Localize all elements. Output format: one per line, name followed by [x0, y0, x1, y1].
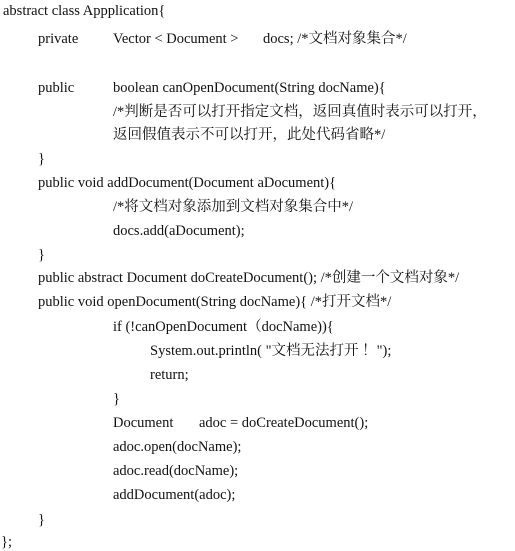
code-text: public void openDocument(String docName){ /*打开文档*/: [38, 294, 392, 310]
code-comment: 返回假值表示不可以打开，此处代码省略*/: [113, 127, 386, 143]
code-text: }: [38, 512, 45, 528]
code-text: adoc = doCreateDocument();: [199, 415, 369, 431]
code-text: if (!canOpenDocument（docName)){: [113, 319, 334, 335]
code-comment: /*判断是否可以打开指定文档，返回真值时表示可以打开，: [113, 104, 487, 120]
code-text: };: [1, 534, 12, 550]
code-text: addDocument(adoc);: [113, 487, 236, 503]
code-text: System.out.println( "文档无法打开 ！");: [150, 343, 392, 359]
code-type: Vector < Document >: [113, 31, 239, 47]
code-type: Document: [113, 415, 174, 431]
code-text: public void addDocument(Document aDocument){: [38, 175, 337, 191]
code-text: adoc.read(docName);: [113, 463, 239, 479]
code-text: }: [113, 391, 120, 407]
code-modifier: private: [38, 31, 79, 47]
code-text: }: [38, 151, 45, 167]
code-text: }: [38, 247, 45, 263]
code-text: docs; /*文档对象集合*/: [263, 31, 407, 47]
code-text: boolean canOpenDocument(String docName){: [113, 80, 386, 96]
code-text: docs.add(aDocument);: [113, 223, 245, 239]
code-text: public abstract Document doCreateDocument(); /*创建一个文档对象*/: [38, 270, 460, 286]
code-modifier: public: [38, 80, 75, 96]
code-text: return;: [150, 367, 189, 383]
code-text: adoc.open(docName);: [113, 439, 242, 455]
code-comment: /*将文档对象添加到文档对象集合中*/: [113, 199, 354, 215]
code-text: abstract class Appplication{: [3, 3, 166, 19]
